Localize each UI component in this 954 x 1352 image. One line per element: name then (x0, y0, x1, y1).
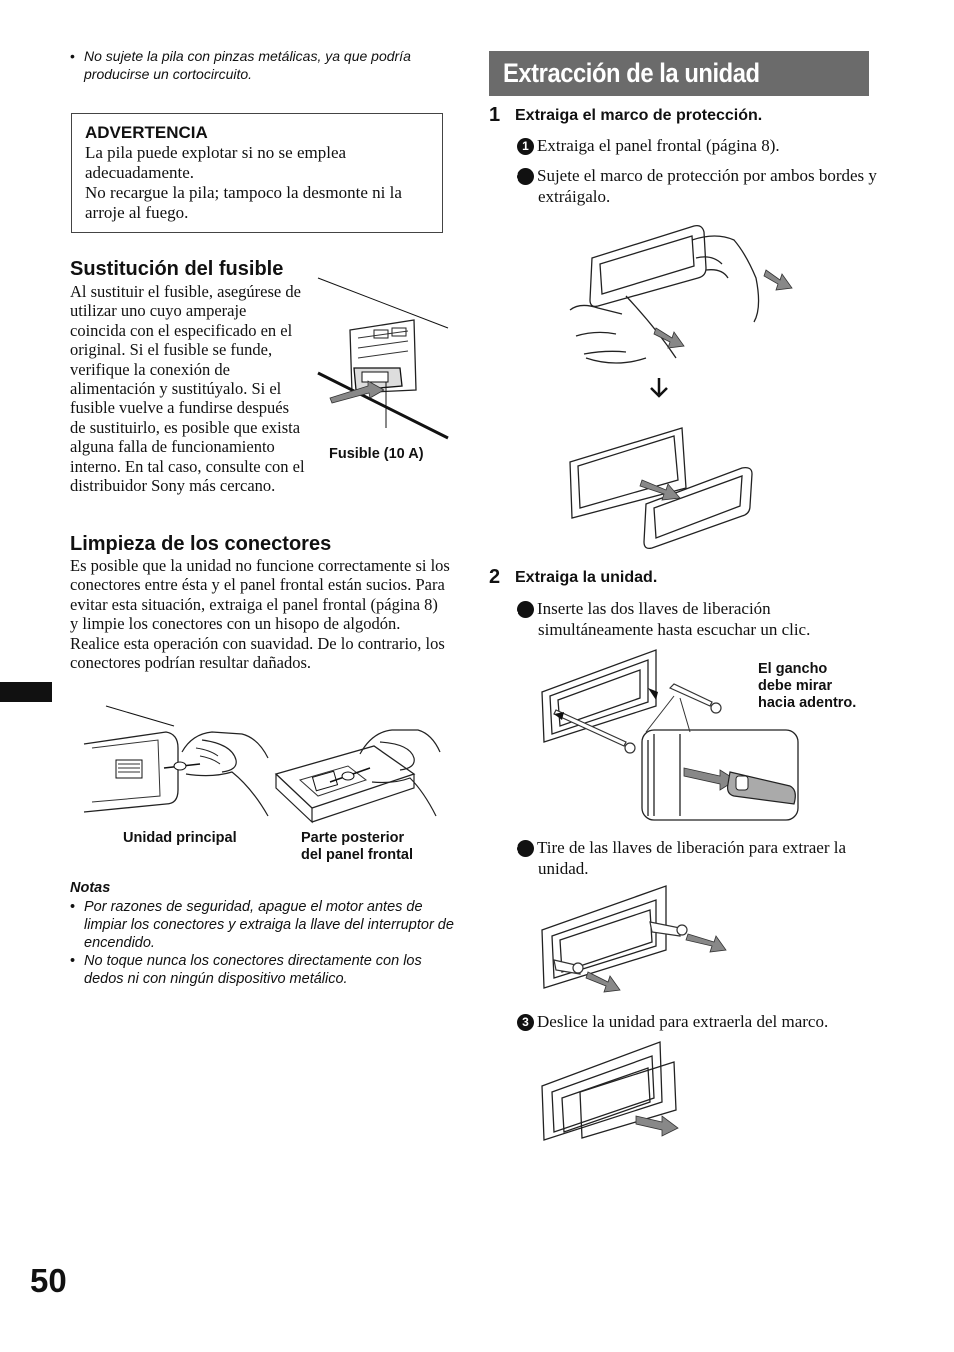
step2-sub2 (511, 837, 893, 879)
main-unit-cleaning-illustration (82, 704, 272, 824)
step1-sub2 (511, 165, 888, 207)
step1-sub1-text: Extraiga el panel frontal (página 8). (537, 136, 780, 155)
step2-number: 2 (489, 566, 501, 588)
step2-sub2-marker: 2 (517, 840, 534, 857)
top-note (70, 47, 455, 83)
warning-line1: La pila puede explotar si no se emplea adecuadamente. (85, 143, 347, 182)
warning-box (71, 113, 443, 233)
step2-sub2-text: Tire de las llaves de liberación para extraer la unidad. (537, 838, 847, 878)
step2-title: Extraiga la unidad. (515, 569, 658, 586)
notes-list (70, 898, 455, 988)
fuse-caption: Fusible (10 A) (329, 446, 424, 462)
note-item: • No toque nunca los conectores directamente con los dedos ni con ningún dispositivo metálico. (70, 952, 455, 988)
fuse-heading: Sustitución del fusible (70, 258, 284, 280)
frame-removal-illustration (566, 218, 796, 536)
caption-panel-back-line1: Parte posterior (301, 830, 405, 846)
pull-unit-illustration (540, 882, 728, 994)
step2-sub1-marker: 1 (517, 601, 534, 618)
step1-sub1-marker: 1 (517, 138, 534, 155)
step2-sub1-text: Inserte las dos llaves de liberación simultáneamente hasta escuchar un clic. (537, 599, 811, 639)
step1-sub2-marker: 2 (517, 168, 534, 185)
cleaning-heading: Limpieza de los conectores (70, 533, 332, 555)
section-banner (489, 51, 869, 96)
hook-note-line2: debe mirar (758, 678, 833, 694)
hook-note-line1: El gancho (758, 661, 828, 677)
step1-sub1 (517, 135, 867, 156)
cleaning-body: Es posible que la unidad no funcione correctamente si los conectores entre ésta y el panel frontal están sucios. Para evitar esta situación, extraiga el panel frontal (página 8) y limpie los conectores con un hisopo de algodón. Realice esta operación con suavidad. De lo contrario, los conectores podrían resultar dañados. (70, 556, 450, 673)
step2-sub1 (511, 598, 888, 640)
notes-title: Notas (70, 880, 111, 896)
slide-unit-illustration (540, 1040, 680, 1140)
step2-sub3-marker: 3 (517, 1014, 534, 1031)
caption-panel-back (301, 830, 413, 864)
caption-main-unit: Unidad principal (123, 830, 237, 846)
section-heading: Extracción de la unidad (503, 58, 760, 88)
warning-title: ADVERTENCIA (85, 123, 208, 142)
top-note-text: • No sujete la pila con pinzas metálicas, ya que podría producirse un cortocircuito. (70, 47, 455, 83)
step2-sub3 (517, 1011, 877, 1032)
warning-line2: No recargue la pila; tampoco la desmonte ni la arroje al fuego. (85, 183, 402, 222)
fuse-illustration (312, 268, 454, 443)
front-panel-cleaning-illustration (274, 724, 444, 824)
step1-number: 1 (489, 104, 501, 126)
note-item: • Por razones de seguridad, apague el motor antes de limpiar los conectores y extraiga la llave del interruptor de encendido. (70, 898, 455, 952)
page-number: 50 (30, 1262, 67, 1299)
step1-sub2-text: Sujete el marco de protección por ambos bordes y extráigalo. (537, 166, 877, 206)
caption-panel-back-line2: del panel frontal (301, 847, 413, 863)
side-tab-marker (0, 682, 52, 702)
fuse-body: Al sustituir el fusible, asegúrese de utilizar uno cuyo amperaje coincida con el especificado en el original. Si el fusible se funde, verifique la conexión de alimentación y sustitúyalo. Si el fusible vuelve a fundirse después de sustituirlo, es posible que exista alguna falla de funcionamiento interno. En tal caso, consulte con el distribuidor Sony más cercano. (70, 282, 305, 496)
hook-note-line3: hacia adentro. (758, 695, 857, 711)
step2-sub3-text: Deslice la unidad para extraerla del marco. (537, 1012, 829, 1031)
step1-title: Extraiga el marco de protección. (515, 107, 763, 124)
hook-note (758, 661, 856, 712)
